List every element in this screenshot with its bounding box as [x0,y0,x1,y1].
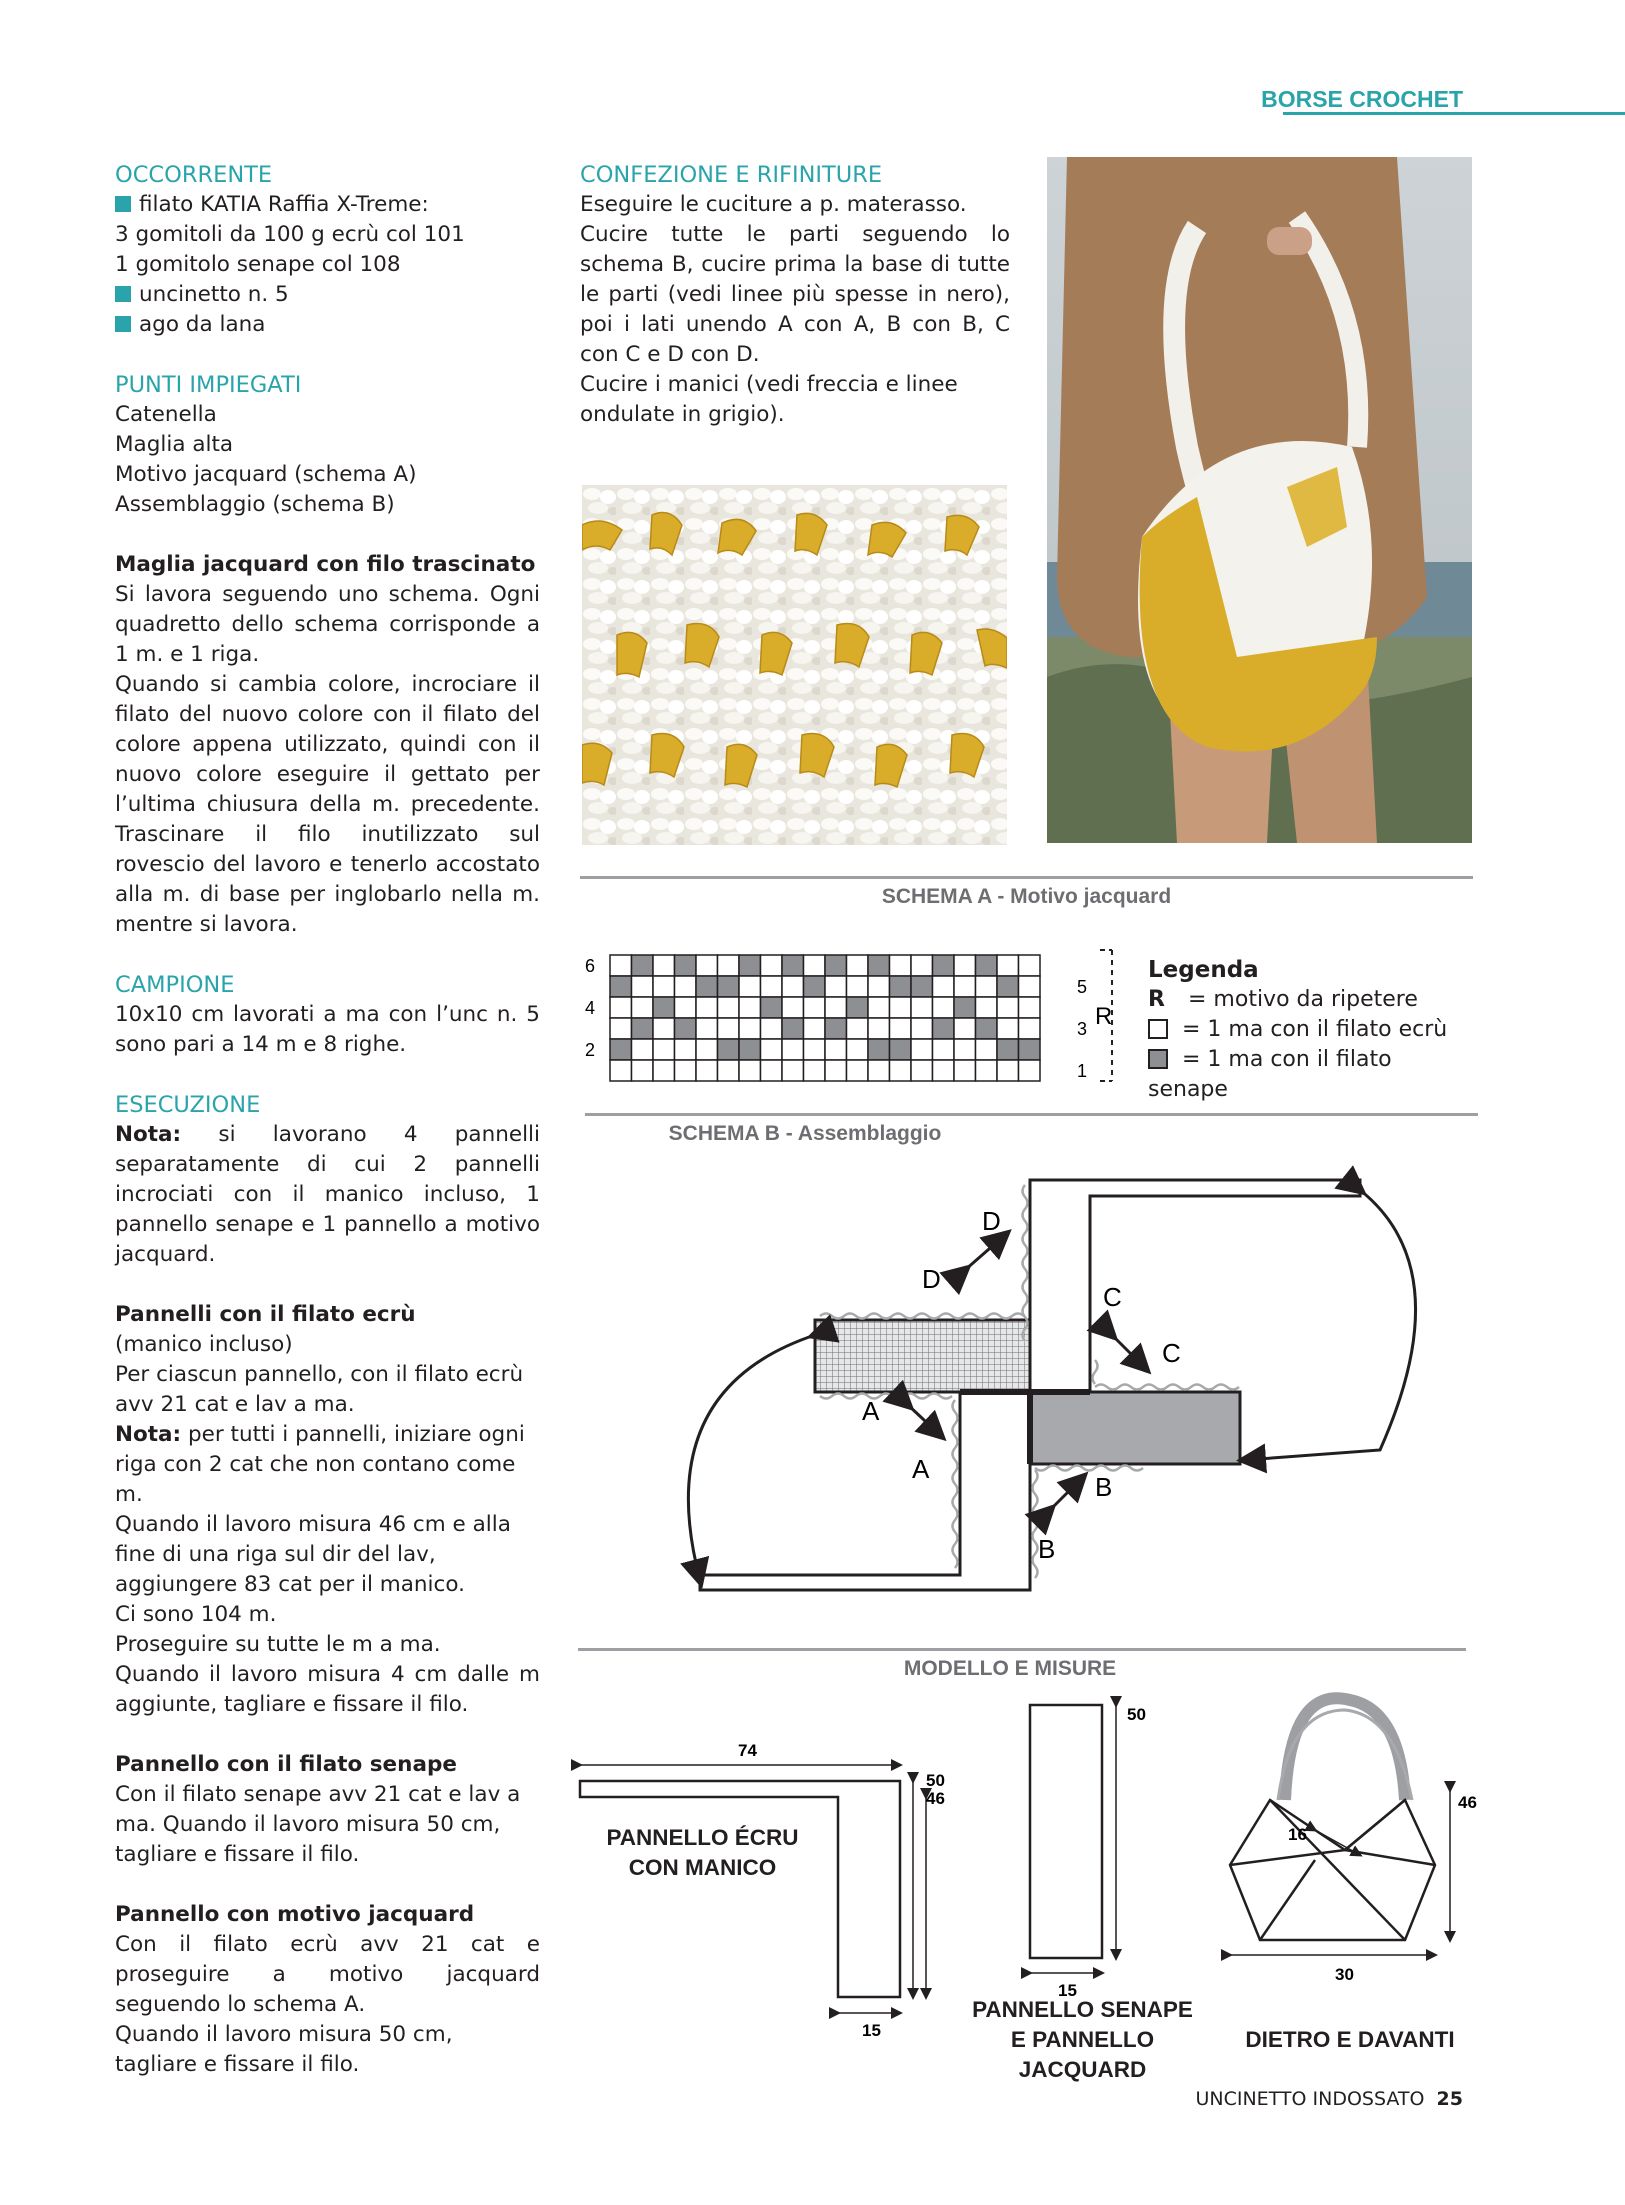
schema-a-cell [761,976,783,997]
schema-a-cell [868,976,890,997]
schema-a-cell [825,1039,847,1060]
ecru-text: Per ciascun pannello, con il filato ecrù avv 21 cat e lav a ma. [115,1362,524,1417]
join-arrow-a [908,1405,940,1435]
seam-d [820,1314,1024,1319]
dim-50: 50 [926,1771,945,1790]
schema-a-cell [718,955,740,976]
schema-a-cell [911,1018,933,1039]
schema-b-rule [585,1113,1478,1116]
schema-a-cell [825,1060,847,1081]
section-rubric: BORSE CROCHET [1261,86,1463,112]
seam-d [1023,1185,1028,1341]
schema-a-cell [696,955,718,976]
bullet-square-icon [115,286,131,302]
schema-a-cell [804,1039,826,1060]
dim-74: 74 [738,1741,757,1760]
senape-swatch-icon [1148,1049,1168,1069]
occorrente-item: ago da lana [115,310,540,340]
schema-a-cell [825,997,847,1018]
label-c: C [1103,1282,1122,1312]
schema-a-cell [782,997,804,1018]
punti-heading: PUNTI IMPIEGATI [115,372,302,398]
schema-a-cell [847,955,869,976]
schema-a-cell [976,955,998,976]
esecuzione-note: Nota: si lavorano 4 pannelli separatamente di cui 2 pannelli incrociati con il manico incluso, 1 pannello senape e 1 pannello a motivo jacquard. [115,1122,540,1267]
ecru-text: Quando il lavoro misura 46 cm e alla fine di una riga sul dir del lav, aggiungere 83 cat per il manico. [115,1512,511,1597]
jacquard-text-2: Quando si cambia colore, incrociare il filato del nuovo colore con il filato del colore appena utilizzato, quindi con il nuovo colore eseguire il gettato per l’ultima chiusura della m. precedente. Trascinare il filo inutilizzato sul rovescio del lavoro e tenerlo accostato alla m. di base per inglobarlo nella m. mentre si lavora. [115,672,540,937]
seam-a [953,1400,958,1568]
row-label-left: 6 [585,956,596,976]
schema-b-title: SCHEMA B - Assemblaggio [668,1122,942,1145]
schema-a-cell [782,1060,804,1081]
model-illustration [1047,157,1472,843]
upper-ecru-panel [1030,1180,1360,1400]
schema-a-cell [890,976,912,997]
schema-a-cell [804,976,826,997]
schema-a-cell [997,955,1019,976]
schema-a-cell [954,1039,976,1060]
seam-b [1035,1466,1143,1471]
senape-text: Con il filato senape avv 21 cat e lav a ma. Quando il lavoro misura 50 cm, tagliare e fissare il filo. [115,1782,521,1867]
occorrente-item: uncinetto n. 5 [115,280,540,310]
schema-a-cell [976,997,998,1018]
schema-a-cell [632,976,654,997]
schema-a-cell [868,1018,890,1039]
schema-a-cell [718,1018,740,1039]
schema-a-cell [825,955,847,976]
ecru-note: Nota: per tutti i pannelli, iniziare ogni riga con 2 cat che non contano come m. [115,1422,525,1507]
jacquard-panel-text: Con il filato ecrù avv 21 cat e proseguire a motivo jacquard seguendo lo schema A. [115,1932,540,2017]
dim-30: 30 [1335,1965,1354,1984]
schema-a-cell [890,1060,912,1081]
schema-a-cell [782,1018,804,1039]
legend-row-senape: = 1 ma con il filato senape [1148,1047,1392,1102]
schema-a-cell [782,976,804,997]
rubric-rule [1283,112,1625,115]
modello-title: MODELLO E MISURE [903,1657,1117,1680]
schema-a-cell [696,976,718,997]
ecru-panel-outline [580,1781,900,1997]
schema-a-cell [653,955,675,976]
ecru-heading: Pannelli con il filato ecrù [115,1302,416,1327]
repeat-label: R [1095,1003,1113,1030]
schema-a-cell [632,1018,654,1039]
crochet-closeup-photo [582,485,1007,845]
ecru-text: Ci sono 104 m. [115,1602,277,1627]
schema-a-cell [1019,1060,1041,1081]
confezione-text: Cucire tutte le parti seguendo lo schema B, cucire prima la base di tutte le parti (vedi linee più spesse in nero), poi i lati unendo A con A, B con B, C con C e D con D. [580,222,1010,367]
ecru-swatch-icon [1148,1019,1168,1039]
schema-a-cell [997,1060,1019,1081]
senape-panel-outline [1030,1705,1102,1958]
senape-panel [1030,1392,1240,1464]
schema-a-cell [653,1060,675,1081]
jacquard-heading: Maglia jacquard con filo trascinato [115,552,536,577]
senape-panel-label: PANNELLO SENAPE E PANNELLO JACQUARD [972,1997,1193,2082]
schema-a-cell [761,1018,783,1039]
schema-a-cell [890,1018,912,1039]
seam-b [1033,1470,1038,1578]
schema-a-cell [976,1018,998,1039]
schema-a-cell [632,997,654,1018]
punti-item: Motivo jacquard (schema A) [115,462,417,487]
schema-a-cell [761,997,783,1018]
schema-a-cell [868,955,890,976]
confezione-text: Cucire i manici (vedi freccia e linee ondulate in grigio). [580,372,958,427]
crochet-texture [582,485,1007,845]
jacquard-text: Si lavora seguendo uno schema. Ogni quadretto dello schema corrisponde a 1 m. e 1 riga. [115,582,540,667]
jacquard-panel-text: Quando il lavoro misura 50 cm, tagliare e fissare il filo. [115,2022,453,2077]
punti-item: Maglia alta [115,432,234,457]
join-arrow-d [965,1235,1005,1270]
schema-a-cell [933,1060,955,1081]
schema-a-cell [804,955,826,976]
row-label-right: 3 [1077,1019,1088,1039]
schema-a-cell [825,1018,847,1039]
schema-a-cell [933,976,955,997]
schema-a-cell [804,997,826,1018]
schema-a-cell [954,976,976,997]
schema-a-cell [933,1018,955,1039]
dim-15: 15 [862,2021,881,2040]
label-b: B [1095,1472,1113,1502]
confezione-text: Eseguire le cuciture a p. materasso. [580,192,967,217]
schema-a-cell [997,1039,1019,1060]
ecru-text: Quando il lavoro misura 4 cm dalle m aggiunte, tagliare e fissare il filo. [115,1662,540,1717]
schema-a-cell [954,1060,976,1081]
schema-a-cell [997,997,1019,1018]
campione-text: 10x10 cm lavorati a ma con l’unc n. 5 sono pari a 14 m e 8 righe. [115,1002,540,1057]
legend-row-ecru: = 1 ma con il filato ecrù [1148,1015,1478,1045]
schema-a-cell [890,1039,912,1060]
legend-row-repeat: R = motivo da ripetere [1148,987,1418,1012]
schema-a-cell [675,955,697,976]
schema-a-cell [1019,1018,1041,1039]
schema-a-legend [1148,955,1478,1105]
schema-a-cell [610,1018,632,1039]
schema-a-cell [632,1039,654,1060]
schema-a-cell [868,1060,890,1081]
schema-a-chart [575,945,1130,1085]
punti-item: Catenella [115,402,217,427]
schema-a-cell [696,1039,718,1060]
schema-a-cell [933,955,955,976]
schema-a-cell [868,997,890,1018]
confezione-column [580,160,1010,430]
schema-a-cell [782,955,804,976]
schema-a-cell [739,997,761,1018]
jacquard-panel [815,1320,1030,1392]
schema-a-cell [890,997,912,1018]
schema-a-cell [675,1018,697,1039]
schema-a-cell [890,955,912,976]
schema-a-cell [653,1018,675,1039]
schema-a-cell [696,1018,718,1039]
row-label-right: 5 [1077,977,1088,997]
page-footer [1195,2088,1463,2110]
modello-rule [578,1648,1466,1651]
schema-a-cell [1019,1039,1041,1060]
schema-a-cell [825,976,847,997]
row-label-left: 4 [585,998,596,1018]
schema-a-cell [761,955,783,976]
schema-a-cell [911,955,933,976]
confezione-heading: CONFEZIONE E RIFINITURE [580,162,883,188]
legend-title: Legenda [1148,957,1259,983]
bullet-square-icon [115,196,131,212]
schema-a-cell [976,1039,998,1060]
schema-a-title: SCHEMA A - Motivo jacquard [881,885,1172,908]
dim-16: 16 [1288,1825,1307,1844]
schema-a-cell [1019,997,1041,1018]
schema-a-cell [761,1060,783,1081]
page-number: 25 [1436,2088,1463,2110]
schema-a-cell [610,1039,632,1060]
schema-a-cell [1019,955,1041,976]
schema-a-rule [580,876,1473,879]
schema-a-cell [847,976,869,997]
occorrente-item: 1 gomitolo senape col 108 [115,252,401,277]
schema-a-cell [739,1060,761,1081]
label-a: A [912,1454,930,1484]
schema-a-cell [976,1060,998,1081]
schema-a-cell [997,976,1019,997]
schema-a-cell [610,976,632,997]
schema-a-cell [718,1060,740,1081]
schema-a-cell [1019,976,1041,997]
schema-a-cell [954,955,976,976]
label-a: A [862,1396,880,1426]
senape-heading: Pannello con il filato senape [115,1752,457,1777]
schema-a-cell [761,1039,783,1060]
schema-a-cell [954,997,976,1018]
schema-a-cell [696,1060,718,1081]
schema-a-cell [739,1039,761,1060]
schema-a-cell [911,976,933,997]
schema-a-cell [653,1039,675,1060]
campione-heading: CAMPIONE [115,972,235,998]
label-b: B [1038,1534,1056,1564]
assembly-diagram [640,1160,1420,1630]
schema-a-cell [933,1039,955,1060]
schema-a-cell [847,1060,869,1081]
punti-item: Assemblaggio (schema B) [115,492,395,517]
schema-a-cell [847,997,869,1018]
schema-a-cell [976,976,998,997]
schema-a-cell [696,997,718,1018]
schema-a-cell [997,1018,1019,1039]
seam-a [820,1394,952,1399]
schema-a-cell [718,1039,740,1060]
schema-a-cell [675,1060,697,1081]
schema-a-cell [610,997,632,1018]
schema-a-cell [632,955,654,976]
schema-a-grid [575,945,1130,1085]
schema-a-cell [610,955,632,976]
seam-c [1093,1360,1098,1384]
occorrente-item: filato KATIA Raffia X-Treme: [115,190,540,220]
label-d: D [982,1206,1001,1236]
schema-a-cell [610,1060,632,1081]
schema-a-cell [739,1018,761,1039]
bag-handle [1285,1698,1405,1800]
schema-a-cell [804,1060,826,1081]
schema-a-cell [847,1018,869,1039]
schema-a-cell [739,976,761,997]
schema-a-cell [653,997,675,1018]
schema-a-cell [911,1060,933,1081]
left-column [115,160,540,2080]
jacquard-panel-heading: Pannello con motivo jacquard [115,1902,475,1927]
schema-a-cell [804,1018,826,1039]
row-label-right: 1 [1077,1061,1088,1081]
occorrente-heading: OCCORRENTE [115,162,273,188]
ecru-subtitle: (manico incluso) [115,1332,293,1357]
seam-c [1095,1385,1239,1390]
schema-a-cell [911,997,933,1018]
schema-a-cell [675,997,697,1018]
schema-a-cell [868,1039,890,1060]
schema-a-cell [718,976,740,997]
schema-a-cell [675,976,697,997]
bag-label: DIETRO E DAVANTI [1245,2027,1455,2052]
magazine-title: UNCINETTO INDOSSATO [1195,2088,1425,2110]
esecuzione-heading: ESECUZIONE [115,1092,261,1118]
model-bag-photo [1047,157,1472,843]
dim-15: 15 [1058,1981,1077,2000]
schema-b-diagram [640,1160,1420,1630]
row-label-left: 2 [585,1040,596,1060]
handle-join-arrow [1245,1190,1416,1460]
schema-a-cell [911,1039,933,1060]
bag-outline [1230,1800,1435,1940]
schema-a-cell [653,976,675,997]
schema-a-cell [933,997,955,1018]
dim-46: 46 [926,1789,945,1808]
label-c: C [1162,1338,1181,1368]
schema-a-cell [632,1060,654,1081]
schema-a-cell [718,997,740,1018]
label-d: D [922,1264,941,1294]
schema-a-cell [782,1039,804,1060]
dim-46: 46 [1458,1793,1477,1812]
bullet-square-icon [115,316,131,332]
join-arrow-c [1112,1335,1145,1368]
ecru-panel-label: PANNELLO ÉCRU CON MANICO [606,1825,799,1880]
schema-a-cell [847,1039,869,1060]
ecru-text: Proseguire su tutte le m a ma. [115,1632,441,1657]
join-arrow-b [1050,1478,1082,1510]
dim-50: 50 [1127,1705,1146,1724]
handle-join-arrow [688,1335,815,1580]
schema-a-cell [954,1018,976,1039]
schema-a-cell [739,955,761,976]
schema-a-cell [675,1039,697,1060]
occorrente-item: 3 gomitoli da 100 g ecrù col 101 [115,222,465,247]
